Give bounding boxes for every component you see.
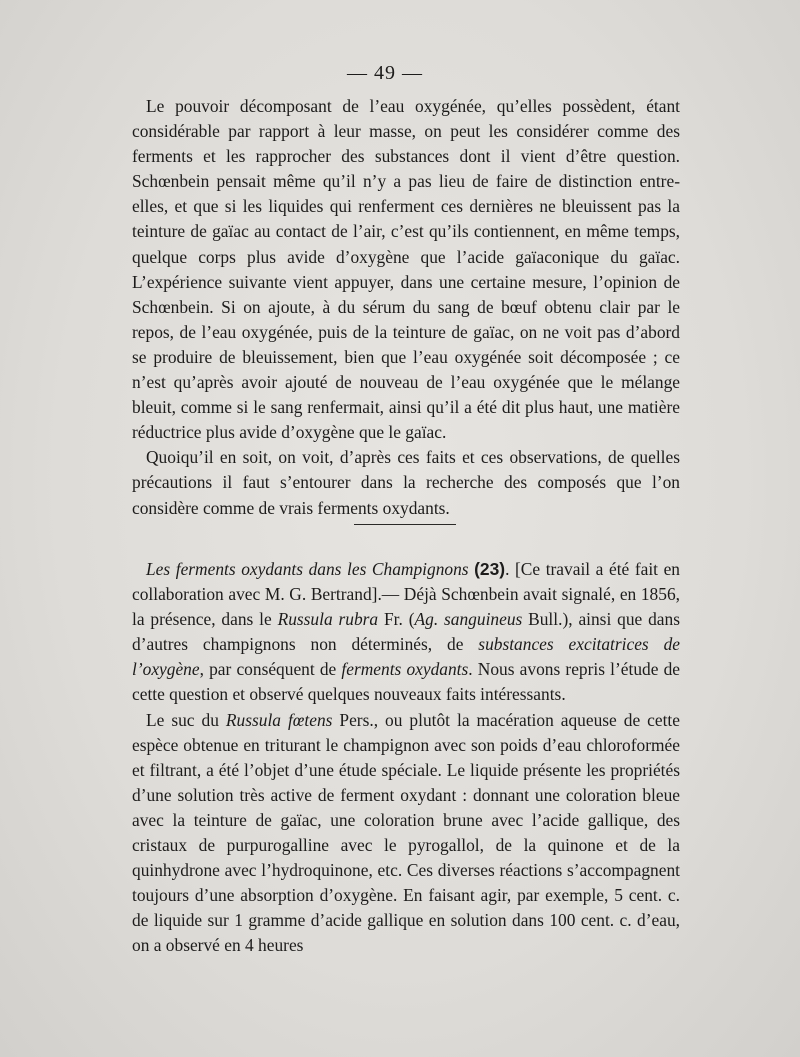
text-run: Pers., ou plutôt la macération aqueuse de cette espèce obtenue en triturant le champignon avec son poids d’eau chloroformée et filtrant, a été l’objet d’une étude spéciale. Le liquide présente les propriétés d’une solution très active de ferment oxydant : donnant une coloration bleue avec la teinture de gaïac, une coloration brune avec l’acide gallique, des cristaux de purpurogalline avec le pyrogallol, de la quinone et de la quinhydrone avec l’hydroquinone, etc. Ces diverses réactions s’accompagnent toujours d’une absorption d’oxygène. En faisant agir, par exemple, 5 cent. c. de liquide sur 1 gramme d’acide gallique en solution dans 100 cent. c. d’eau, on a observé en 4 heures (132, 709, 680, 956)
species-name: Russula rubra (277, 609, 379, 630)
text-run: Fr. ( (378, 609, 415, 630)
paragraph (132, 708, 680, 959)
text-run: Bull.), ainsi que dans d’autres champignons non déterminés, de (132, 609, 680, 655)
page-number: — 49 — (347, 62, 423, 84)
text-run: , par conséquent de (199, 659, 342, 680)
emphasis-term: substances excitatrices de l’oxygène (132, 634, 680, 680)
paragraph: Le pouvoir décomposant de l’eau oxygénée, qu’elles possèdent, étant considérable par rapport à leur masse, on peut les considérer comme des ferments et les rapprocher des substances dont il vient d’être question. Schœnbein pensait même qu’il n’y a pas lieu de faire de distinction entre-elles, et que si les liquides qui renferment ces dernières ne bleuissent pas la teinture de gaïac au contact de l’air, c’est qu’ils contiennent, en même temps, quelque corps plus avide d’oxygène que l’acide gaïaconique du gaïac. L’expérience suivante vient appuyer, dans une certaine mesure, l’opinion de Schœnbein. Si on ajoute, à du sérum du sang de bœuf obtenu clair par le repos, de l’eau oxygénée, puis de la teinture de gaïac, on ne voit pas d’abord se produire de bleuissement, bien que l’eau oxygénée soit décomposée ; ce n’est qu’après avoir ajouté de nouveau de l’eau oxygénée que le mélange bleuit, comme si le sang renfermait, ainsi qu’il a été dit plus haut, une matière réductrice plus avide d’oxygène que le gaïac. (132, 96, 680, 443)
text-run: . [Ce travail a été fait en collaboration avec M. G. Bertrand].— Déjà Schœnbein avait signalé, en 1856, la présence, dans le (132, 559, 680, 630)
section-separator (354, 524, 456, 525)
species-name: Russula fœtens (225, 709, 333, 730)
section-text-block (132, 557, 680, 959)
section-title: Les ferments oxydants dans les Champignons (146, 559, 469, 579)
top-text-block (132, 94, 680, 521)
paragraph: Quoiqu’il en soit, on voit, d’après ces faits et ces observations, de quelles précautions il faut s’entourer dans la recherche des composés que l’on considère comme de vrais ferments oxydants. (132, 447, 680, 518)
text-run: Le suc du (146, 709, 226, 730)
text-run: . Nous avons repris l’étude de cette question et observé quelques nouveaux faits intéressants. (132, 659, 681, 705)
emphasis-term: ferments oxydants (341, 659, 469, 680)
paper-number: (23) (474, 559, 506, 579)
species-name: Ag. sanguineus (414, 609, 523, 630)
section-paragraph (132, 557, 680, 708)
